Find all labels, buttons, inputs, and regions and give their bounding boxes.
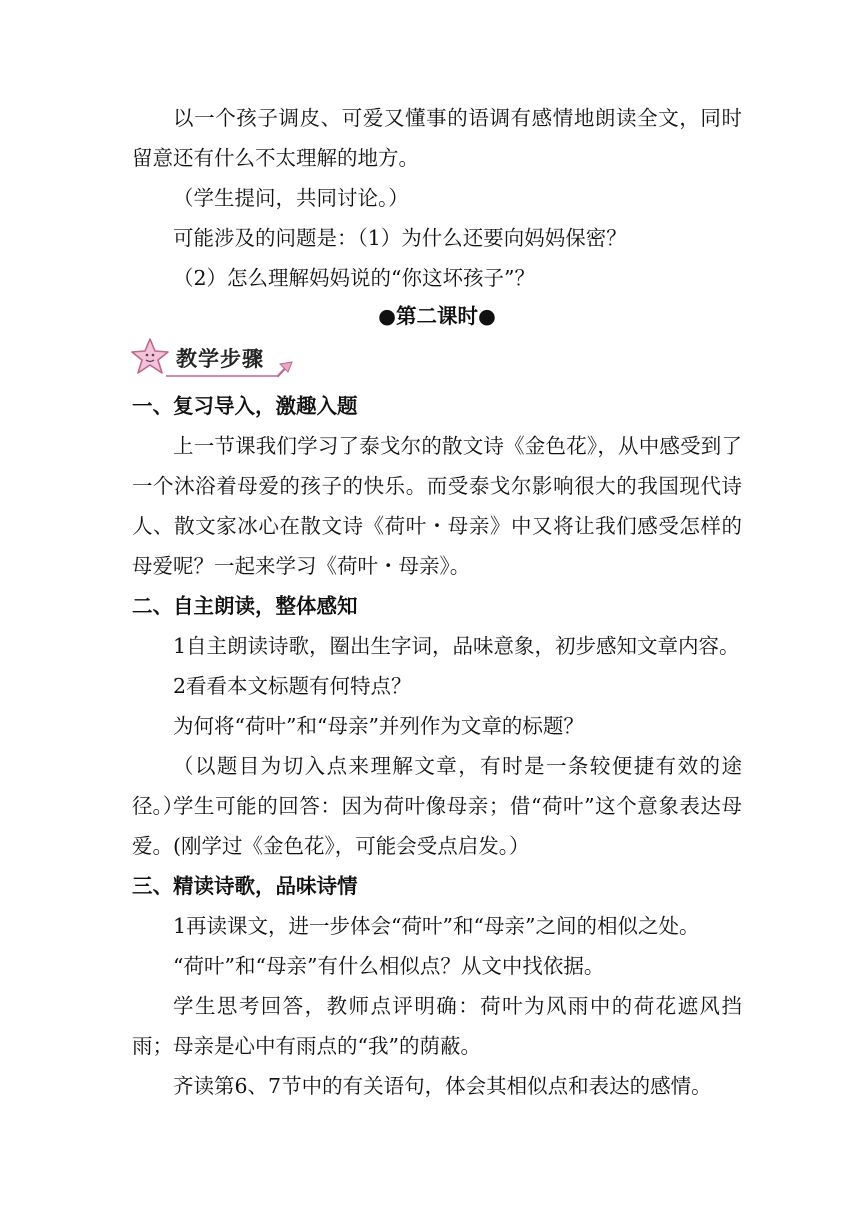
lesson-title: ●第二课时● <box>378 304 496 328</box>
paragraph-possible-question-2: （2）怎么理解妈妈说的“你这坏孩子”？ <box>173 266 536 290</box>
paragraph-student-questions: （学生提问，共同讨论。） <box>173 186 409 210</box>
section2-paragraph-3: 为何将“荷叶”和“母亲”并列作为文章的标题？ <box>173 714 584 738</box>
section3-paragraph-2: “荷叶”和“母亲”有什么相似点？从文中找依据。 <box>173 954 605 978</box>
section3-paragraph-1: 1再读课文，进一步体会“荷叶”和“母亲”之间的相似之处。 <box>173 914 700 938</box>
badge-label: 教学步骤 <box>176 347 264 371</box>
section3-paragraph-3: 学生思考回答，教师点评明确：荷叶为风雨中的荷花遮风挡雨；母亲是心中有雨点的“我”的荫蔽。 <box>132 994 742 1058</box>
teaching-steps-badge <box>128 333 298 383</box>
section2-paragraph-4: （以题目为切入点来理解文章，有时是一条较便捷有效的途径。） <box>132 754 742 818</box>
section-heading-2: 二、自主朗读，整体感知 <box>132 594 358 618</box>
section2-paragraph-1: 1自主朗读诗歌，圈出生字词，品味意象，初步感知文章内容。 <box>173 634 740 658</box>
section2-paragraph-5: 学生可能的回答：因为荷叶像母亲；借“荷叶”这个意象表达母爱。(刚学过《金色花》，可能会受点启发。） <box>132 794 742 858</box>
section-heading-3: 三、精读诗歌，品味诗情 <box>132 874 358 898</box>
section3-paragraph-4: 齐读第6、7节中的有关语句，体会其相似点和表达的感情。 <box>173 1074 712 1098</box>
section-heading-1: 一、复习导入，激趣入题 <box>132 394 358 418</box>
section2-paragraph-2: 2看看本文标题有何特点？ <box>173 674 412 698</box>
section1-paragraph: 上一节课我们学习了泰戈尔的散文诗《金色花》，从中感受到了一个沐浴着母爱的孩子的快乐。而受泰戈尔影响很大的我国现代诗人、散文家冰心在散文诗《荷叶・母亲》中又将让我们感受怎样的母爱呢？一起来学习《荷叶・母亲》。 <box>132 434 742 578</box>
paragraph-possible-question-1: 可能涉及的问题是：（1）为什么还要向妈妈保密？ <box>173 226 627 250</box>
paragraph-read-aloud: 以一个孩子调皮、可爱又懂事的语调有感情地朗读全文，同时留意还有什么不太理解的地方。 <box>132 106 742 170</box>
